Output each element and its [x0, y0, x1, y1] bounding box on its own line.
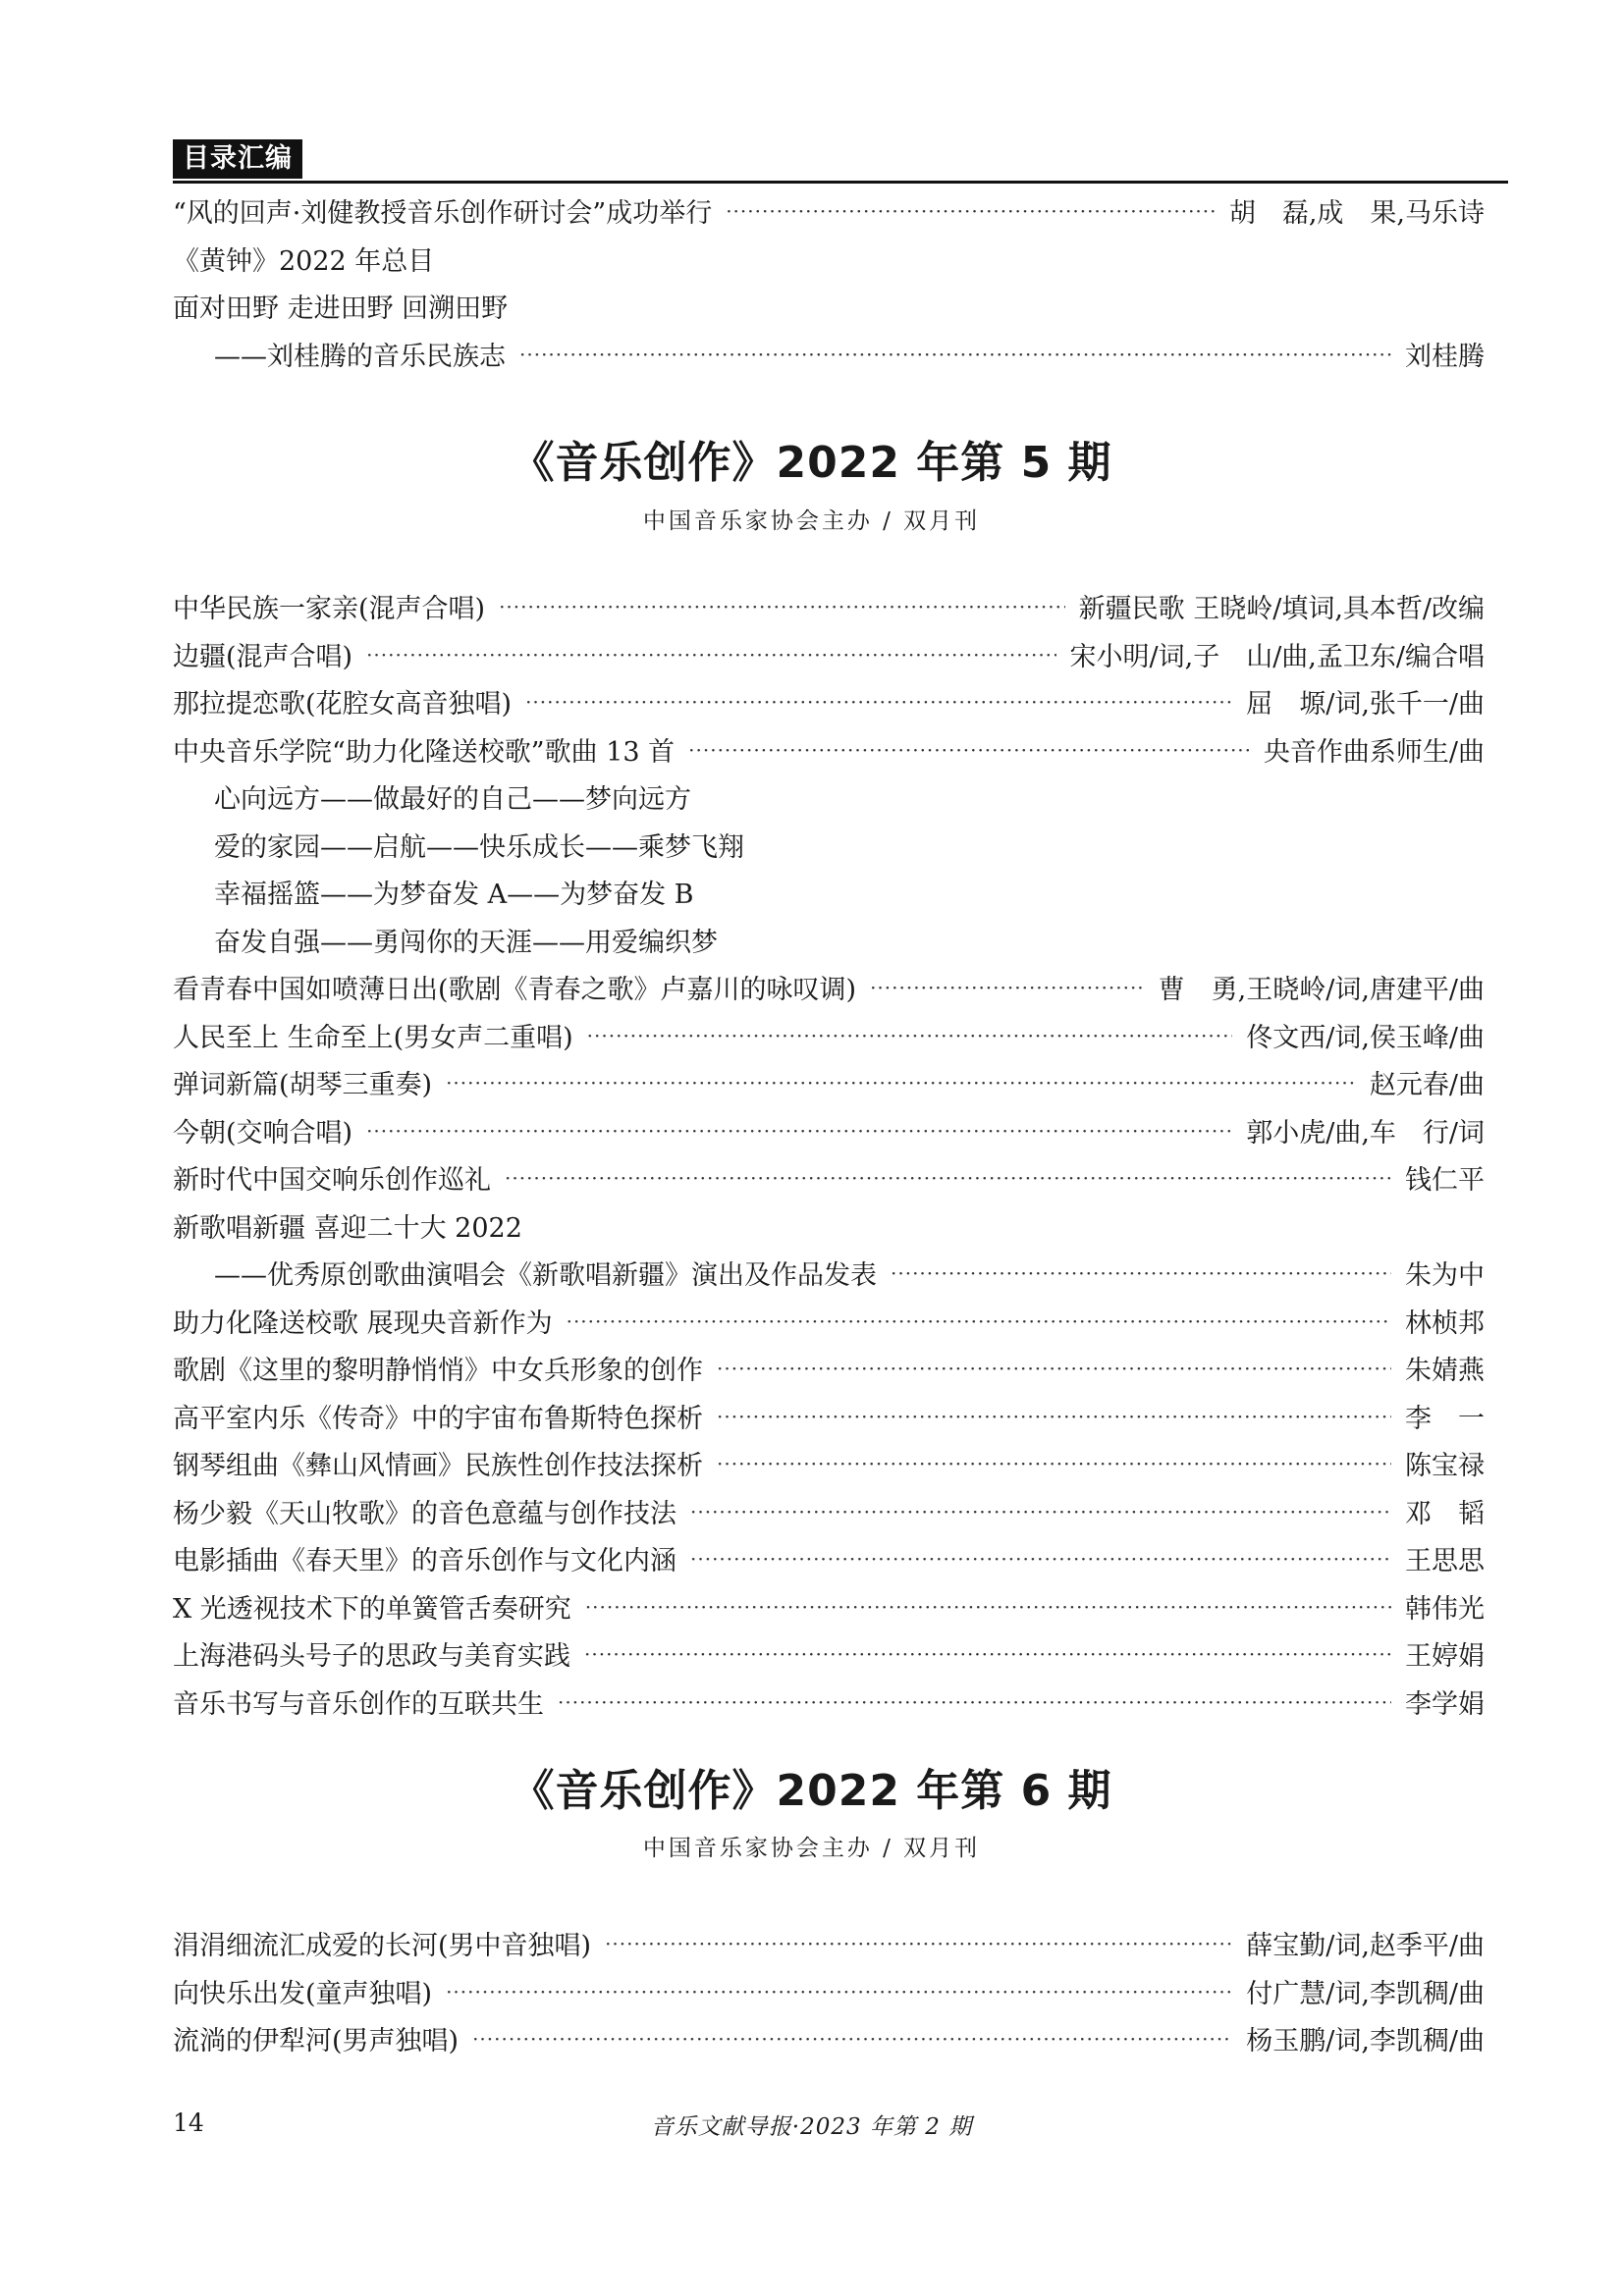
toc-entry: [173, 287, 1485, 335]
entry-title: 歌剧《这里的黎明静悄悄》中女兵形象的创作: [173, 1356, 703, 1386]
toc-entry: [173, 682, 1485, 730]
toc-entry: [173, 1063, 1485, 1111]
dot-leader: [446, 1980, 1232, 2003]
entry-title: 新时代中国交响乐创作巡礼: [173, 1165, 491, 1196]
entry-title: 音乐书写与音乐创作的互联共生: [173, 1688, 544, 1720]
entry-author: 佟文西/词,侯玉峰/曲: [1246, 1022, 1485, 1053]
entry-author: 宋小明/词,子 山/曲,孟卫东/编合唱: [1069, 641, 1485, 672]
toc-entry: [173, 1444, 1485, 1492]
journal-footer: 音乐文献导报·2023 年第 2 期: [650, 2114, 973, 2140]
dot-leader: [690, 1547, 1391, 1571]
dot-leader: [584, 1642, 1391, 1666]
entry-author: 朱为中: [1405, 1260, 1485, 1291]
entry-author: 薛宝勤/词,赵季平/曲: [1246, 1931, 1485, 1961]
page-number: 14: [173, 2109, 204, 2137]
entry-author: 刘桂腾: [1405, 341, 1485, 372]
toc-entry: [173, 1158, 1485, 1206]
dot-leader: [567, 1309, 1391, 1333]
entry-title: 涓涓细流汇成爱的长河(男中音独唱): [173, 1931, 592, 1961]
dot-leader: [585, 1595, 1391, 1619]
entry-title: 人民至上 生命至上(男女声二重唱): [173, 1022, 573, 1053]
toc-entry: [173, 777, 1485, 826]
toc-entry: [173, 1924, 1485, 1972]
toc-entry: [173, 968, 1485, 1016]
dot-leader: [605, 1932, 1232, 1955]
entry-author: 胡 磊,成 果,马乐诗: [1228, 198, 1485, 229]
entry-author: 李 一: [1405, 1403, 1485, 1434]
entry-author: 杨玉鹏/词,李凯稠/曲: [1246, 2026, 1485, 2056]
section-label: 目录汇编: [173, 139, 302, 179]
entry-title: “风的回声·刘健教授音乐创作研讨会”成功举行: [173, 198, 713, 229]
toc-entry: [173, 1206, 1485, 1255]
issue5-subtitle: 中国音乐家协会主办 / 双月刊: [642, 508, 981, 534]
entry-title: 今朝(交响合唱): [173, 1117, 353, 1148]
entry-author: 赵元春/曲: [1369, 1070, 1485, 1100]
entry-title: 电影插曲《春天里》的音乐创作与文化内涵: [173, 1546, 676, 1576]
dot-leader: [726, 199, 1216, 223]
toc-entry: [173, 1397, 1485, 1445]
toc-entry: [173, 587, 1485, 635]
entry-title: 杨少毅《天山牧歌》的音色意蕴与创作技法: [173, 1498, 676, 1529]
entry-title: 中华民族一家亲(混声合唱): [173, 594, 486, 624]
entry-title: 高平室内乐《传奇》中的宇宙布鲁斯特色探析: [173, 1403, 703, 1434]
issue6-title: 《音乐创作》2022 年第 6 期: [511, 1766, 1112, 1816]
entry-title: 奋发自强——勇闯你的天涯——用爱编织梦: [214, 927, 718, 958]
dot-leader: [558, 1690, 1391, 1714]
entry-author: 李学娟: [1405, 1688, 1485, 1720]
dot-leader: [587, 1024, 1233, 1047]
dot-leader: [499, 595, 1065, 618]
toc-entry: [173, 1492, 1485, 1540]
entry-title: 弹词新篇(胡琴三重奏): [173, 1070, 433, 1100]
toc-entry: [173, 1302, 1485, 1350]
toc-issue6-list: [173, 1924, 1485, 2067]
toc-entry: [173, 730, 1485, 778]
dot-leader: [505, 1166, 1391, 1190]
toc-entry: [173, 826, 1485, 874]
entry-title: 看青春中国如喷薄日出(歌剧《青春之歌》卢嘉川的咏叹调): [173, 975, 857, 1005]
issue5-title: 《音乐创作》2022 年第 5 期: [511, 438, 1112, 488]
toc-entry: [173, 873, 1485, 921]
toc-entry: [173, 1111, 1485, 1159]
toc-entry: [173, 240, 1485, 288]
header-rule: [173, 181, 1508, 184]
dot-leader: [690, 1500, 1391, 1523]
dot-leader: [525, 690, 1232, 714]
dot-leader: [717, 1357, 1391, 1380]
entry-title: ——优秀原创歌曲演唱会《新歌唱新疆》演出及作品发表: [214, 1260, 877, 1291]
toc-issue5-list: [173, 587, 1485, 1730]
toc-entry: [173, 921, 1485, 969]
dot-leader: [366, 643, 1055, 667]
dot-leader: [446, 1071, 1356, 1095]
toc-entry: [173, 1539, 1485, 1587]
entry-author: 付广慧/词,李凯稠/曲: [1246, 1978, 1485, 2009]
toc-entry: [173, 635, 1485, 683]
entry-title: 幸福摇篮——为梦奋发 A——为梦奋发 B: [214, 880, 694, 910]
toc-entry: [173, 335, 1485, 383]
toc-entry: [173, 2019, 1485, 2067]
entry-title: 边疆(混声合唱): [173, 641, 353, 672]
toc-entry: [173, 191, 1485, 240]
entry-author: 林桢邦: [1405, 1308, 1485, 1339]
entry-title: X 光透视技术下的单簧管舌奏研究: [173, 1593, 571, 1625]
entry-author: 王婷娟: [1405, 1641, 1485, 1672]
entry-author: 陈宝禄: [1405, 1451, 1485, 1481]
entry-author: 郭小虎/曲,车 行/词: [1246, 1117, 1485, 1148]
entry-author: 曹 勇,王晓岭/词,唐建平/曲: [1158, 975, 1485, 1005]
entry-title: 心向远方——做最好的自己——梦向远方: [214, 784, 691, 815]
dot-leader: [717, 1452, 1391, 1475]
entry-title: 面对田野 走进田野 回溯田野: [173, 294, 509, 324]
entry-author: 钱仁平: [1405, 1165, 1485, 1196]
entry-title: 流淌的伊犁河(男声独唱): [173, 2026, 460, 2056]
entry-title: 新歌唱新疆 喜迎二十大 2022: [173, 1212, 522, 1244]
entry-title: ——刘桂腾的音乐民族志: [214, 341, 506, 372]
toc-entry: [173, 1254, 1485, 1302]
dot-leader: [688, 738, 1250, 762]
toc-entry: [173, 1972, 1485, 2020]
toc-entry: [173, 1682, 1485, 1731]
entry-title: 爱的家园——启航——快乐成长——乘梦飞翔: [214, 831, 744, 863]
entry-author: 邓 韬: [1405, 1498, 1485, 1529]
entry-title: 钢琴组曲《彝山风情画》民族性创作技法探析: [173, 1451, 703, 1481]
toc-entry: [173, 1587, 1485, 1635]
issue6-subtitle: 中国音乐家协会主办 / 双月刊: [642, 1836, 981, 1861]
dot-leader: [519, 343, 1391, 366]
entry-author: 屈 塬/词,张千一/曲: [1246, 689, 1485, 720]
toc-entry: [173, 1016, 1485, 1064]
dot-leader: [870, 976, 1145, 999]
dot-leader: [717, 1405, 1391, 1428]
entry-author: 王思思: [1405, 1546, 1485, 1576]
dot-leader: [472, 2027, 1232, 2051]
toc-entry: [173, 1634, 1485, 1682]
entry-title: 助力化隆送校歌 展现央音新作为: [173, 1308, 553, 1339]
dot-leader: [891, 1261, 1391, 1285]
entry-author: 韩伟光: [1405, 1593, 1485, 1625]
toc-entry: [173, 1349, 1485, 1397]
entry-title: 中央音乐学院“助力化隆送校歌”歌曲 13 首: [173, 736, 676, 768]
entry-author: 新疆民歌 王晓岭/填词,具本哲/改编: [1078, 594, 1485, 624]
entry-title: 向快乐出发(童声独唱): [173, 1978, 433, 2009]
entry-title: 那拉提恋歌(花腔女高音独唱): [173, 689, 513, 720]
dot-leader: [366, 1119, 1232, 1143]
entry-title: 上海港码头号子的思政与美育实践: [173, 1641, 570, 1672]
entry-title: 《黄钟》2022 年总目: [173, 245, 435, 277]
entry-author: 央音作曲系师生/曲: [1263, 736, 1485, 768]
section-header: [173, 139, 1508, 183]
toc-intro-list: [173, 191, 1485, 382]
entry-author: 朱婧燕: [1405, 1356, 1485, 1386]
